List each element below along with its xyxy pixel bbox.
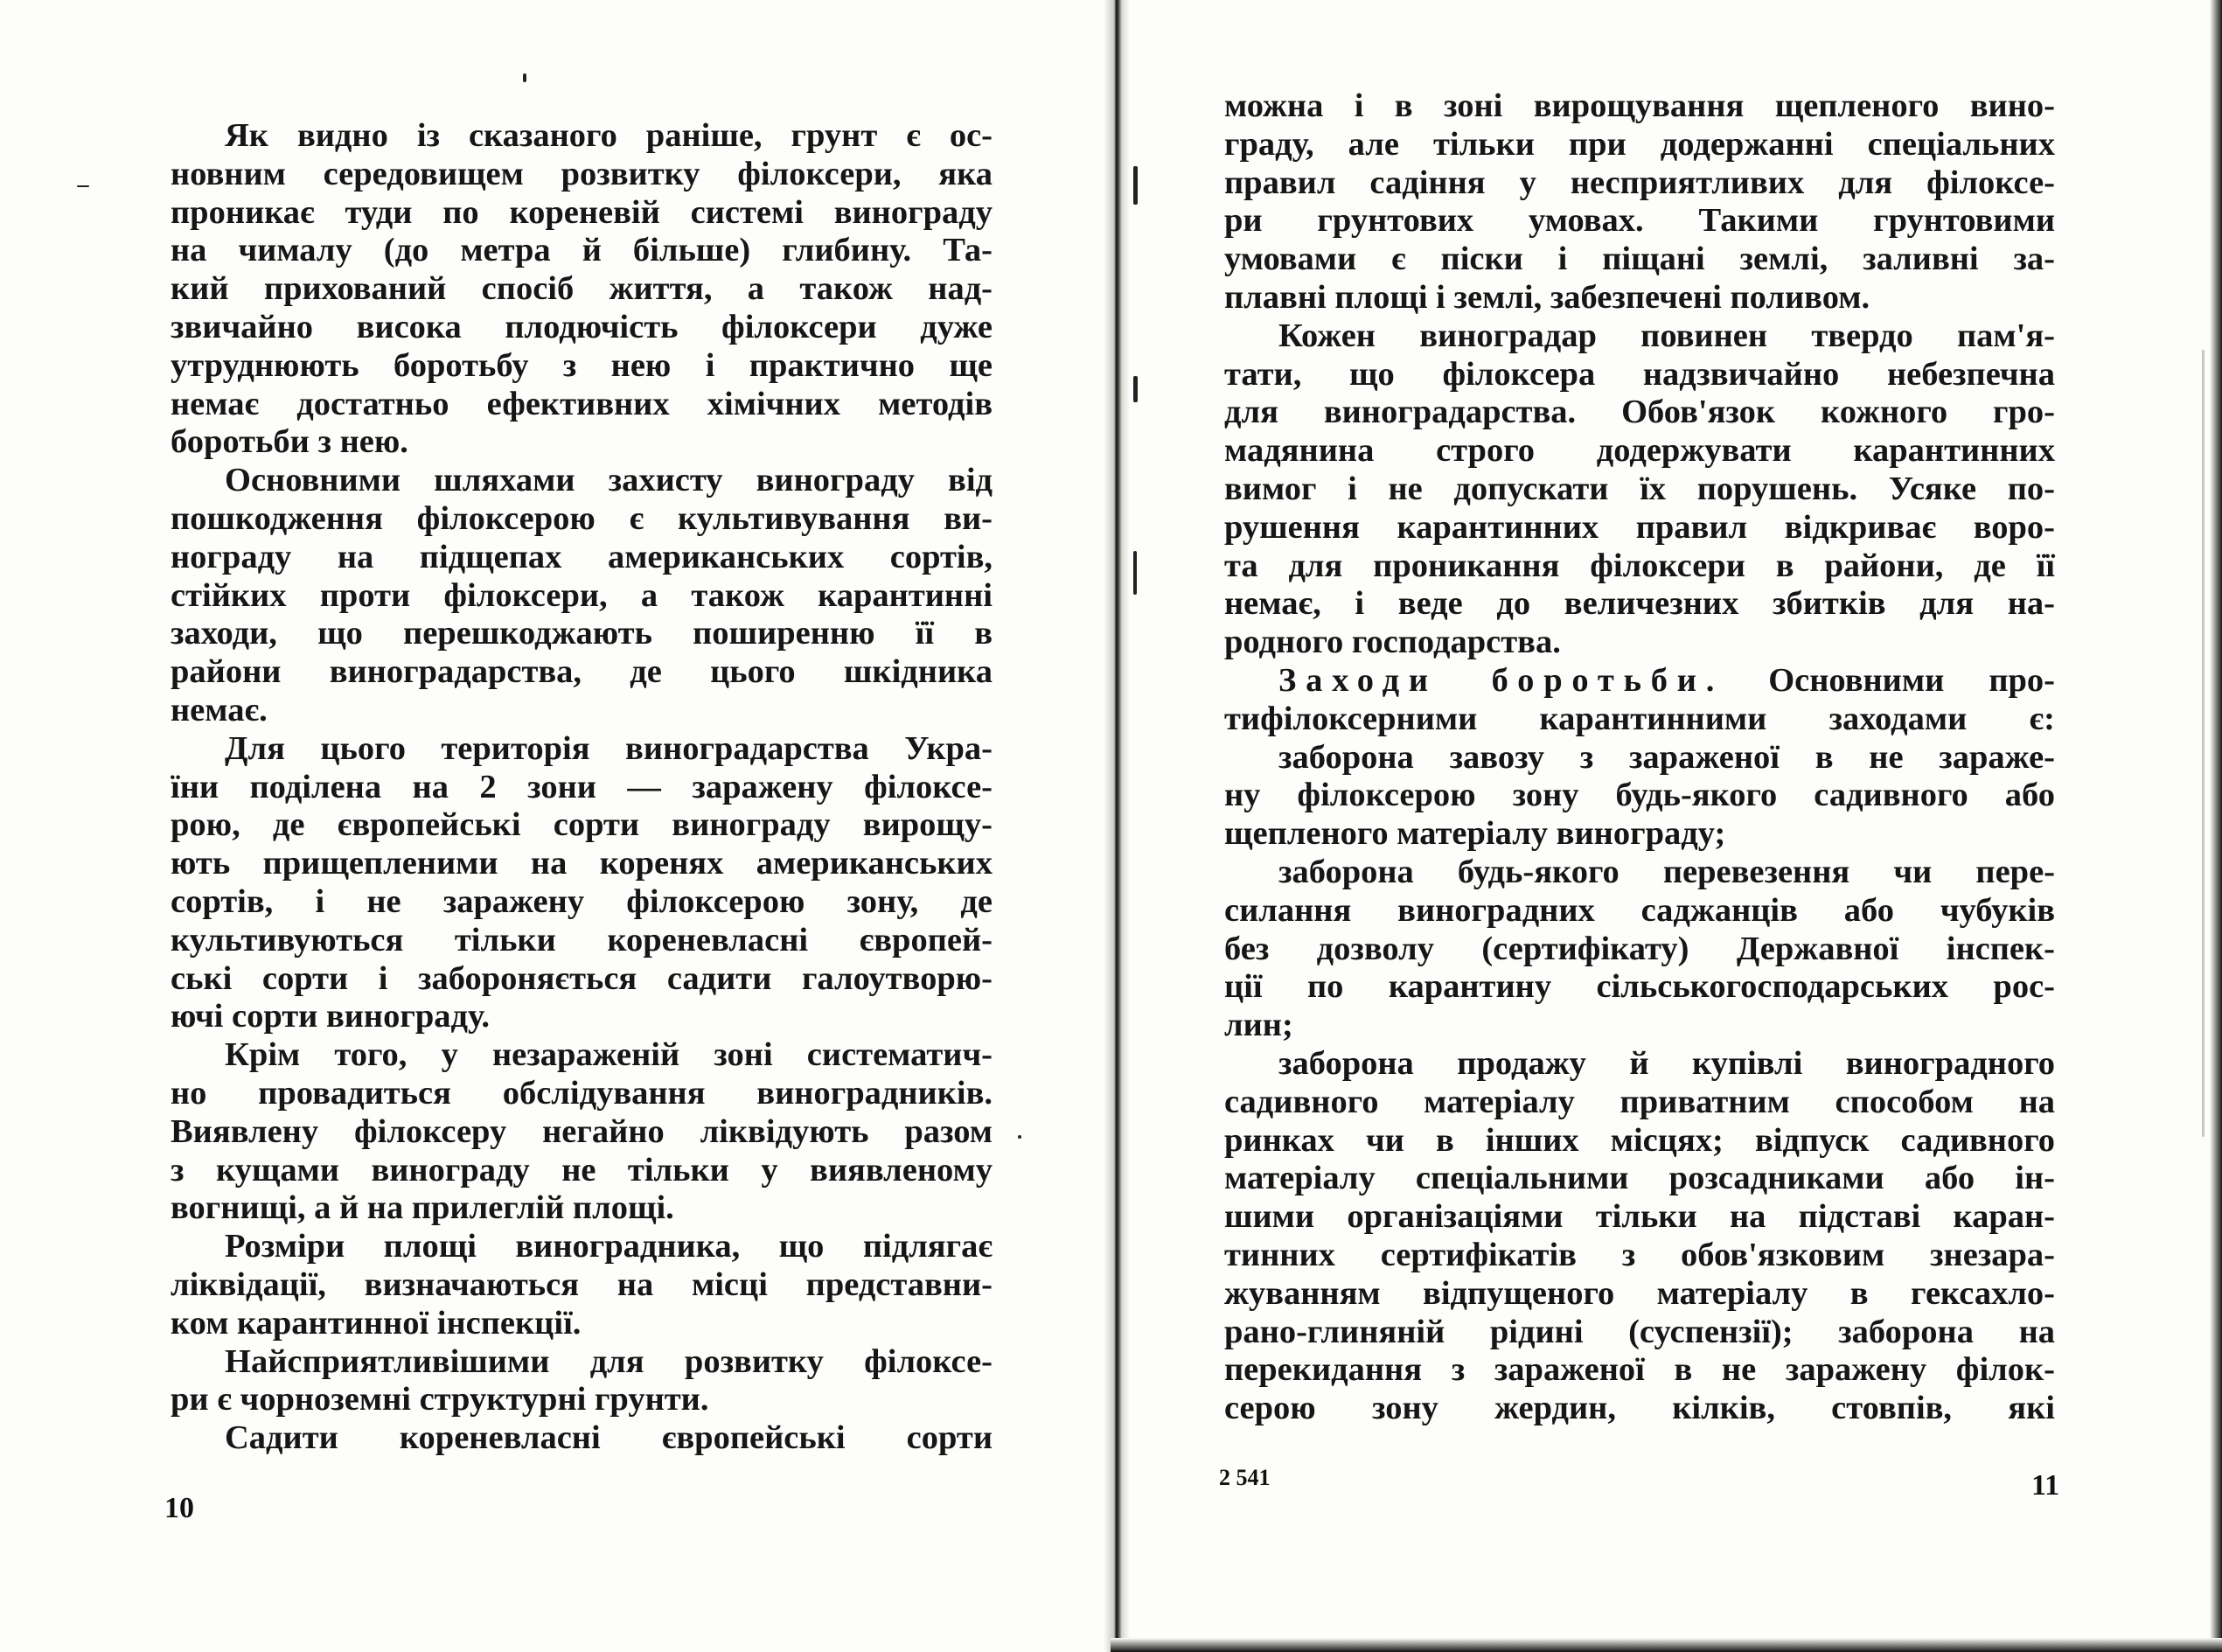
text-line: родного господарства. [1224, 624, 1561, 661]
text-line: Садити кореневласні європейські сорти [225, 1419, 993, 1457]
text-line: боротьби з нею. [171, 423, 408, 461]
text-line: ринках чи в інших місцях; відпуск садивного [1224, 1121, 2055, 1159]
text-line: тати, що філоксера надзвичайно небезпечна [1224, 355, 2055, 393]
text-line: новним середовищем розвитку філоксери, яка [171, 155, 993, 192]
text-line: ком карантинної інспекції. [171, 1304, 582, 1342]
book-gutter [1104, 0, 1130, 1652]
left-page-text [171, 117, 993, 1458]
scan-speck [1018, 1135, 1021, 1139]
text-line: немає. [171, 691, 268, 728]
text-line: ри є чорноземні структурні грунти. [171, 1381, 709, 1418]
page-edge-shadow [2210, 0, 2222, 1652]
text-line: нограду на підщепах американських сортів, [171, 538, 993, 575]
text-line: Як видно із сказаного раніше, грунт є ос- [225, 117, 993, 154]
text-line: ські сорти і забороняється садити галоутворю- [171, 959, 993, 997]
text-line: звичайно висока плодючість філоксери дуже [171, 308, 993, 345]
text-line: Основними шляхами захисту винограду від [225, 462, 993, 499]
text-line: серою зону жердин, кілків, стовпів, які [1224, 1390, 2055, 1427]
page-number: 10 [164, 1492, 194, 1524]
text-line: ючі сорти винограду. [171, 998, 490, 1035]
scan-speck [2202, 350, 2205, 1137]
text-line: проникає туди по кореневій системі винограду [171, 193, 993, 231]
text-line: рано-глиняній рідині (суспензії); заборона на [1224, 1313, 2055, 1350]
text-line: граду, але тільки при додержанні спеціальних [1224, 125, 2055, 163]
text-line: вогнищі, а й на прилеглій площі. [171, 1189, 674, 1227]
text-line: садивного матеріалу приватним способом на [1224, 1083, 2055, 1120]
text-line: жуванням відпущеного матеріалу в гексахло- [1224, 1274, 2055, 1312]
text-line: умовами є піски і піщані землі, заливні за- [1224, 240, 2055, 278]
text-line: тифілоксерними карантинними заходами є: [1224, 700, 2055, 737]
text-line: заходи, що перешкоджають поширенню її в [171, 615, 993, 652]
text-line: пошкодження філоксерою є культивування ви- [171, 499, 993, 537]
text-line: но провадиться обслідування виноградників. [171, 1074, 993, 1112]
text-line: рою, де європейські сорти винограду вирощу- [171, 806, 993, 844]
text-line: кий прихований спосіб життя, а також над- [171, 270, 993, 308]
text-line: на чималу (до метра й більше) глибину. Та- [171, 232, 993, 269]
text-line: Виявлену філоксеру негайно ліквідують разом [171, 1112, 993, 1150]
printer-signature-mark: 2 541 [1219, 1465, 1271, 1490]
scan-speck [1133, 551, 1137, 595]
page-edge-shadow [1111, 1638, 2222, 1652]
text-line: вимог і не допускати їх порушень. Усяке по- [1224, 470, 2055, 507]
text-line: Крім того, у незараженій зоні систематич- [225, 1036, 993, 1074]
section-heading-line [1224, 662, 2055, 701]
text-line: можна і в зоні вирощування щепленого вино- [1224, 87, 2055, 124]
text-line: ції по карантину сільськогосподарських рос- [1224, 968, 2055, 1006]
text-line: Кожен виноградар повинен твердо пам'я- [1278, 317, 2055, 354]
text-line: матеріалу спеціальними розсадниками або ін- [1224, 1160, 2055, 1197]
text-line: немає достатньо ефективних хімічних методів [171, 385, 993, 422]
text-line: стійких проти філоксери, а також карантинні [171, 576, 993, 614]
text-line: утруднюють боротьбу з нею і практично ще [171, 346, 993, 384]
right-page [1128, 0, 2222, 1652]
text-line: заборона завозу з зараженої в не зараже- [1278, 738, 2055, 776]
text-line: мадянина строго додержувати карантинних [1224, 432, 2055, 470]
right-page-text [1224, 87, 2055, 1428]
text-line: сортів, і не заражену філоксерою зону, де [171, 882, 993, 920]
text-line: з кущами винограду не тільки у виявленому [171, 1151, 993, 1188]
text-line: Найсприятливішими для розвитку філоксе- [225, 1342, 993, 1380]
text-line: ліквідації, визначаються на місці представни- [171, 1265, 993, 1303]
text-line: немає, і веде до величезних збитків для на- [1224, 585, 2055, 623]
text-line: шими організаціями тільки на підставі каран- [1224, 1198, 2055, 1236]
text-line: заборона будь-якого перевезення чи пере- [1278, 853, 2055, 890]
scan-speck [1133, 376, 1138, 402]
text-line: правил садіння у несприятливих для філоксе- [1224, 164, 2055, 201]
text-line: перекидання з зараженої в не заражену філок- [1224, 1351, 2055, 1389]
text-line: без дозволу (сертифікату) Державної інспек- [1224, 930, 2055, 967]
text-line: Розміри площі виноградника, що підлягає [225, 1228, 993, 1265]
text-line: ють прищепленими на коренях американських [171, 845, 993, 882]
text-line: рушення карантинних правил відкриває воро- [1224, 508, 2055, 546]
text-line: ри грунтових умовах. Такими грунтовими [1224, 202, 2055, 240]
text-line: лин; [1224, 1007, 1293, 1044]
section-heading: Заходи боротьби. [1278, 661, 1724, 699]
scan-speck [1133, 166, 1138, 205]
text-line: тинних сертифікатів з обов'язковим знезара- [1224, 1236, 2055, 1273]
text-line: їни поділена на 2 зони — заражену філоксе- [171, 768, 993, 805]
text-line: та для проникання філоксери в райони, де її [1224, 547, 2055, 584]
text-line: щепленого матеріалу винограду; [1224, 815, 1726, 853]
text-line: культивуються тільки кореневласні європей- [171, 921, 993, 958]
text-line: заборона продажу й купівлі виноградного [1278, 1044, 2055, 1082]
text-line: Для цього територія виноградарства Укра- [225, 729, 993, 767]
text-line: для виноградарства. Обов'язок кожного гро- [1224, 394, 2055, 431]
scan-speck [523, 73, 526, 82]
text-line: ну філоксерою зону будь-якого садивного або [1224, 777, 2055, 814]
scan-speck [77, 185, 89, 187]
text-line: плавні площі і землі, забезпечені поливом. [1224, 278, 1870, 316]
text-line: силання виноградних саджанців або чубуків [1224, 891, 2055, 929]
page-number: 11 [2031, 1469, 2060, 1502]
text-line: райони виноградарства, де цього шкідника [171, 653, 993, 691]
text-run: Основними про- [1768, 661, 2055, 699]
